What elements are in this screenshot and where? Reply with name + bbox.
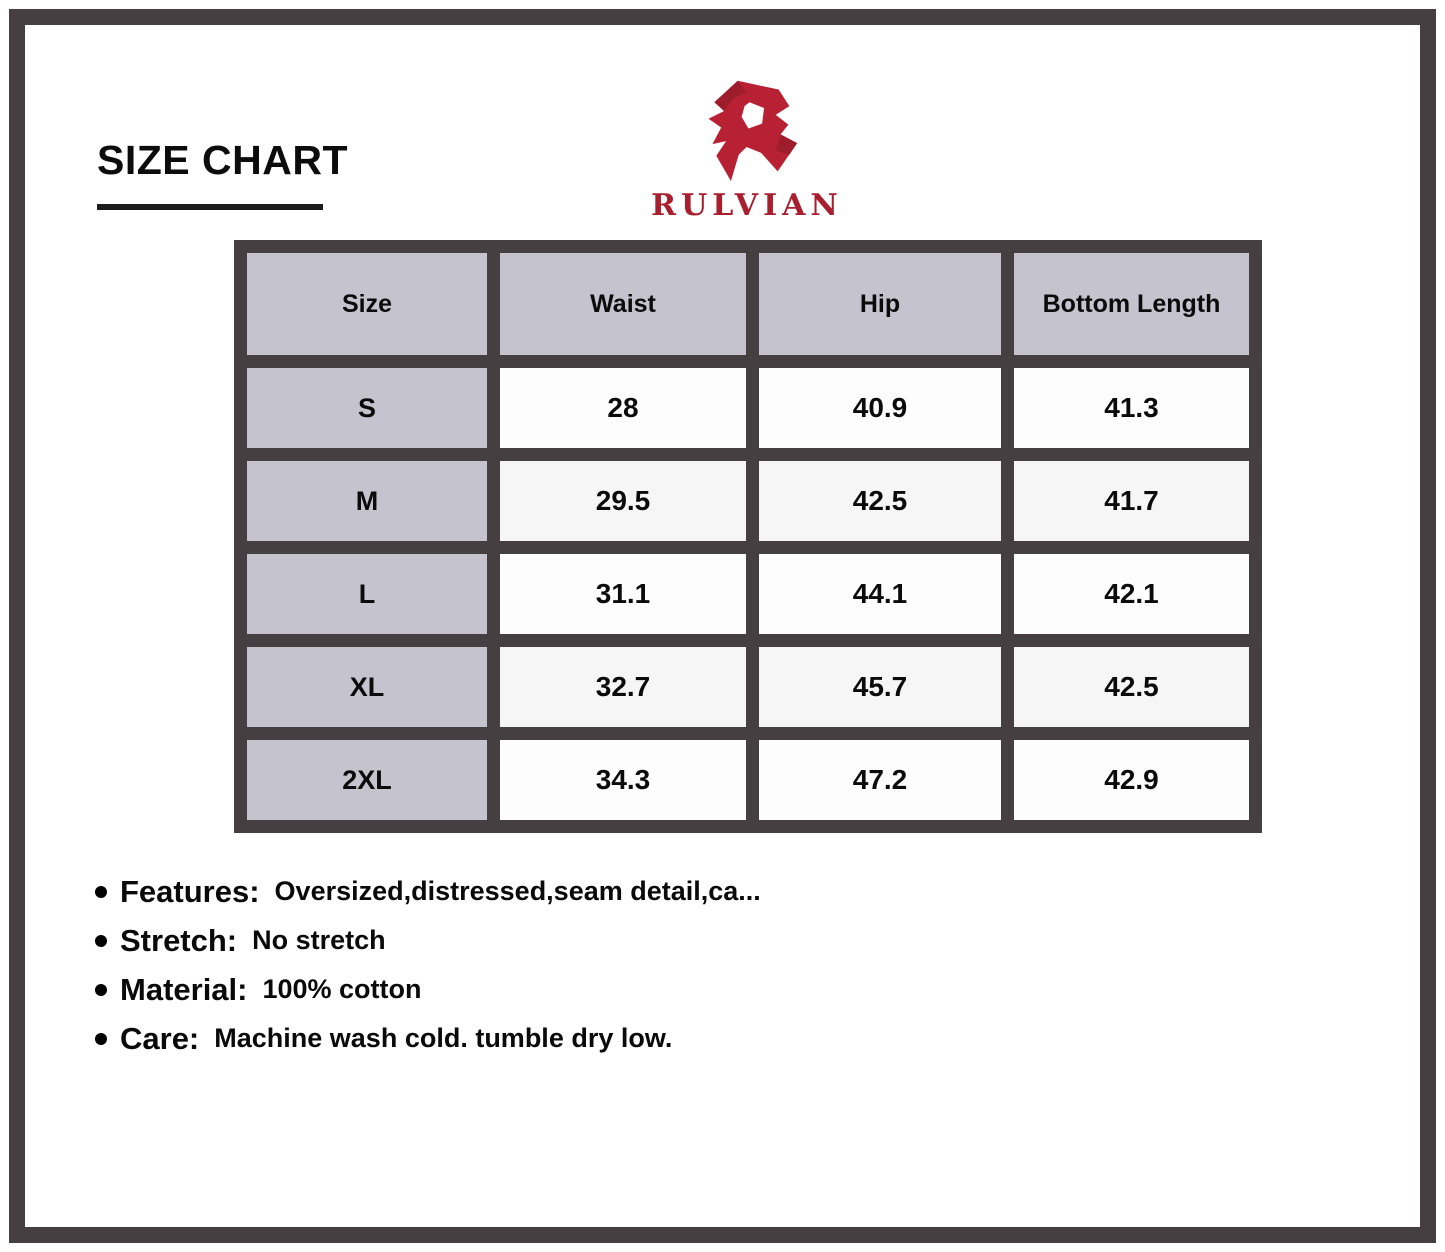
- size-cell: 2XL: [247, 740, 487, 820]
- size-cell: XL: [247, 647, 487, 727]
- brand-logo-icon: [691, 73, 803, 185]
- bottom-length-cell: 41.3: [1014, 368, 1249, 448]
- table-row: [247, 554, 1249, 634]
- size-cell: L: [247, 554, 487, 634]
- detail-value: No stretch: [252, 925, 386, 955]
- size-table: [234, 240, 1262, 833]
- table-row: [247, 368, 1249, 448]
- product-details-list: [95, 867, 761, 1063]
- brand-logo: [597, 73, 897, 223]
- size-cell: S: [247, 368, 487, 448]
- waist-cell: 32.7: [500, 647, 746, 727]
- bullet-icon: [95, 935, 107, 947]
- bottom-length-cell: 42.1: [1014, 554, 1249, 634]
- col-header-waist: Waist: [500, 253, 746, 355]
- detail-item-stretch: [95, 916, 761, 965]
- detail-item-features: [95, 867, 761, 916]
- hip-cell: 45.7: [759, 647, 1001, 727]
- detail-label: Features:: [120, 873, 260, 909]
- col-header-hip: Hip: [759, 253, 1001, 355]
- detail-label: Stretch:: [120, 922, 238, 958]
- detail-value: Machine wash cold. tumble dry low.: [214, 1023, 673, 1053]
- hip-cell: 42.5: [759, 461, 1001, 541]
- col-header-bottom-length: Bottom Length: [1014, 253, 1249, 355]
- detail-item-material: [95, 965, 761, 1014]
- detail-value: 100% cotton: [262, 974, 422, 1004]
- size-cell: M: [247, 461, 487, 541]
- bottom-length-cell: 41.7: [1014, 461, 1249, 541]
- outer-frame: [9, 9, 1436, 1243]
- bullet-icon: [95, 984, 107, 996]
- col-header-size: Size: [247, 253, 487, 355]
- bullet-icon: [95, 1033, 107, 1045]
- table-row: [247, 740, 1249, 820]
- waist-cell: 29.5: [500, 461, 746, 541]
- waist-cell: 31.1: [500, 554, 746, 634]
- detail-value: Oversized,distressed,seam detail,ca...: [274, 876, 761, 906]
- bottom-length-cell: 42.9: [1014, 740, 1249, 820]
- waist-cell: 34.3: [500, 740, 746, 820]
- hip-cell: 44.1: [759, 554, 1001, 634]
- bullet-icon: [95, 886, 107, 898]
- detail-label: Care:: [120, 1020, 200, 1056]
- hip-cell: 40.9: [759, 368, 1001, 448]
- hip-cell: 47.2: [759, 740, 1001, 820]
- table-row: [247, 647, 1249, 727]
- waist-cell: 28: [500, 368, 746, 448]
- brand-name: RULVIAN: [651, 188, 843, 223]
- table-row: [247, 461, 1249, 541]
- table-header-row: [247, 253, 1249, 355]
- page-title: SIZE CHART: [97, 137, 348, 183]
- detail-label: Material:: [120, 971, 248, 1007]
- detail-item-care: [95, 1014, 761, 1063]
- bottom-length-cell: 42.5: [1014, 647, 1249, 727]
- title-underline: [97, 204, 323, 210]
